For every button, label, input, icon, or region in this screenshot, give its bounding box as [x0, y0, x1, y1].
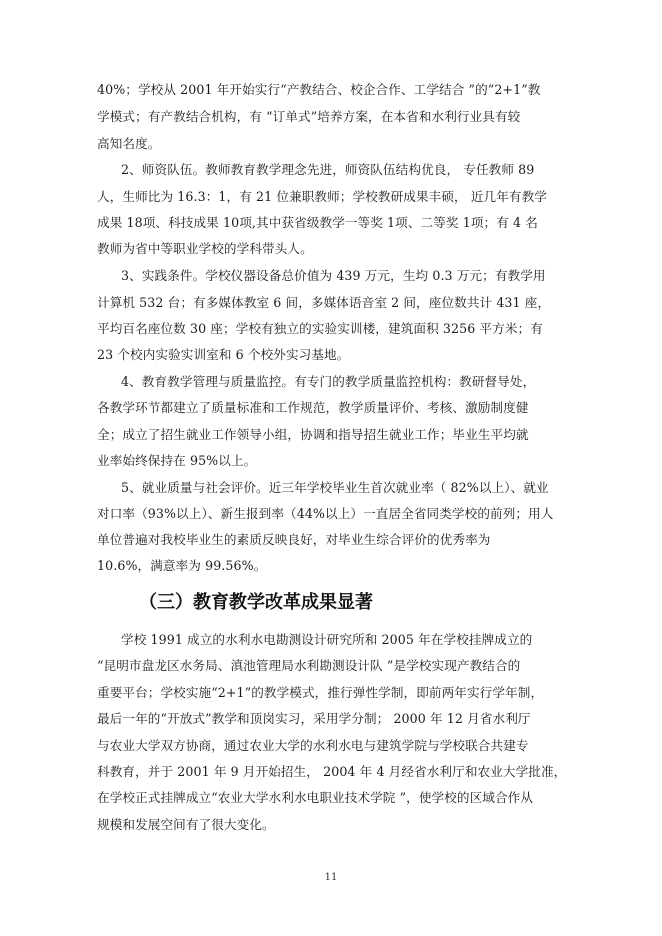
text-line: 重要平台；学校实施“2+1”的教学模式，推行弹性学制，即前两年实行学年制，	[97, 685, 544, 700]
text-line: 3、实践条件。学校仪器设备总价值为 439 万元，生均 0.3 万元；有教学用	[121, 268, 546, 283]
text-line: 业率始终保持在 95%以上。	[97, 453, 257, 468]
text-line: 2、师资队伍。教师教育教学理念先进，师资队伍结构优良， 专任教师 89	[121, 162, 535, 177]
text-line: 与农业大学双方协商，通过农业大学的水利水电与建筑学院与学校联合共建专	[97, 738, 529, 753]
text-line: 学校 1991 成立的水利水电勘测设计研究所和 2005 年在学校挂牌成立的	[121, 632, 533, 647]
section-heading: （三）教育教学改革成果显著	[139, 592, 373, 613]
text-line: 40%；学校从 2001 年开始实行“产教结合、校企合作、工学结合 ”的“2+1”教	[97, 82, 541, 97]
text-line: 计算机 532 台；有多媒体教室 6 间，多媒体语音室 2 间，座位数共计 431 座，	[97, 295, 551, 310]
text-line: 对口率（93%以上）、新生报到率（44%以上）一直居全省同类学校的前列；用人	[97, 506, 554, 521]
text-line: 各教学环节都建立了质量标准和工作规范，教学质量评价、考核、激励制度健	[97, 400, 529, 415]
text-line: 高知名度。	[97, 136, 161, 151]
text-line: 成果 18项、科技成果 10项,其中获省级教学一等奖 1项、二等奖 1项；有 4 名	[97, 215, 538, 230]
text-line: 最后一年的“开放式”教学和顶岗实习，采用学分制； 2000 年 12 月省水利厅	[97, 711, 531, 726]
text-line: 人，生师比为 16.3：1，有 21 位兼职教师；学校教研成果丰硕， 近几年有教学	[97, 189, 548, 204]
text-line: 单位普遍对我校毕业生的素质反映良好，对毕业生综合评价的优秀率为	[97, 532, 491, 547]
text-line: 23 个校内实验实训室和 6 个校外实习基地。	[97, 347, 350, 362]
text-line: “昆明市盘龙区水务局、滇池管理局水利勘测设计队 ”是学校实现产教结合的	[97, 658, 521, 673]
text-line: 10.6%，满意率为 99.56%。	[97, 558, 267, 573]
text-line: 科教育，并于 2001 年 9 月开始招生， 2004 年 4 月经省水利厅和农业大学批准，	[97, 764, 567, 779]
text-line: 规模和发展空间有了很大变化。	[97, 817, 275, 832]
text-line: 在学校正式挂牌成立“农业大学水利水电职业技术学院 ”，使学校的区域合作从	[97, 790, 534, 805]
text-line: 4、教育教学管理与质量监控。有专门的教学质量监控机构：教研督导处，	[121, 374, 536, 389]
text-line: 平均百名座位数 30 座；学校有独立的实验实训楼，建筑面积 3256 平方米；有	[97, 321, 543, 336]
page-number: 11	[324, 872, 338, 883]
text-line: 教师为省中等职业学校的学科带头人。	[97, 241, 313, 256]
text-line: 5、就业质量与社会评价。近三年学校毕业生首次就业率（ 82%以上）、就业	[121, 480, 549, 495]
text-line: 学模式；有产教结合机构，有 “订单式”培养方案，在本省和水利行业具有较	[97, 109, 521, 124]
text-line: 全；成立了招生就业工作领导小组，协调和指导招生就业工作；毕业生平均就	[97, 427, 529, 442]
